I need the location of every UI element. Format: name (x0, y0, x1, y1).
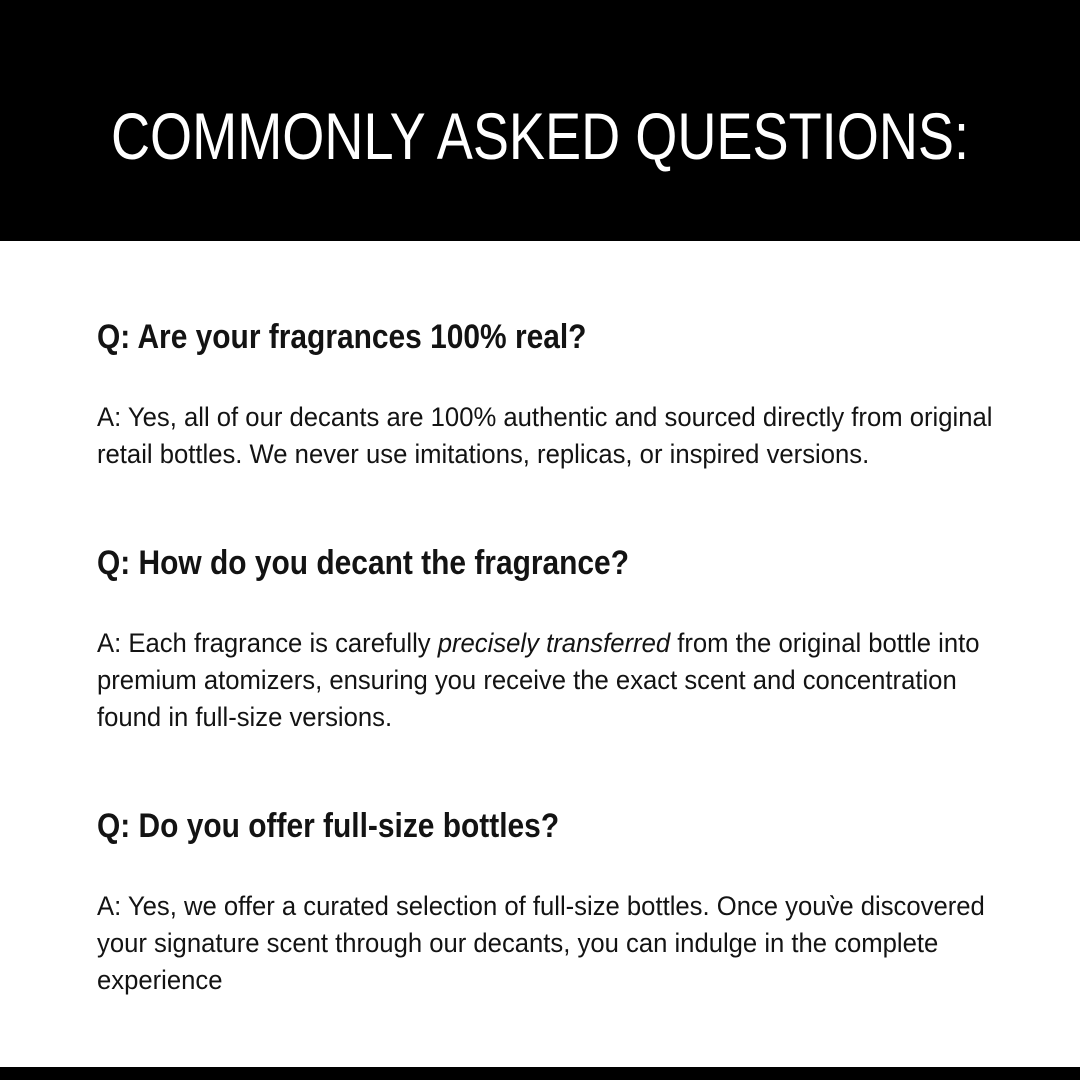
answer-italic-segment: precisely transferred (437, 628, 671, 658)
answer-segment: A: Yes, we offer a curated selection of full-size bottles. Once youv̀e discovered your signature scent through our decants, you can indulge in the complete experience (97, 891, 985, 995)
answer-segment: from the original bottle into premium atomizers, ensuring you receive the exact scent and concentration found in full-size versions. (97, 628, 980, 732)
footer-band (0, 1067, 1080, 1080)
question-text: Q: Are your fragrances 100% real? (97, 318, 587, 356)
answer-text (97, 625, 995, 736)
faq-item (97, 541, 1080, 736)
page-title: COMMONLY ASKED QUESTIONS: (110, 98, 970, 173)
faq-item (97, 804, 1080, 999)
answer-text (97, 888, 1009, 999)
faq-item (97, 315, 1080, 473)
faq-list (0, 241, 1080, 1067)
header-band (0, 0, 1080, 241)
question-text: Q: How do you decant the fragrance? (97, 544, 629, 582)
answer-segment: A: Each fragrance is carefully (97, 628, 438, 658)
question-text: Q: Do you offer full-size bottles? (97, 807, 560, 845)
answer-segment: A: Yes, all of our decants are 100% authentic and sourced directly from original retail bottles. We never use imitations, replicas, or inspired versions. (97, 402, 993, 469)
answer-text (97, 399, 1009, 473)
